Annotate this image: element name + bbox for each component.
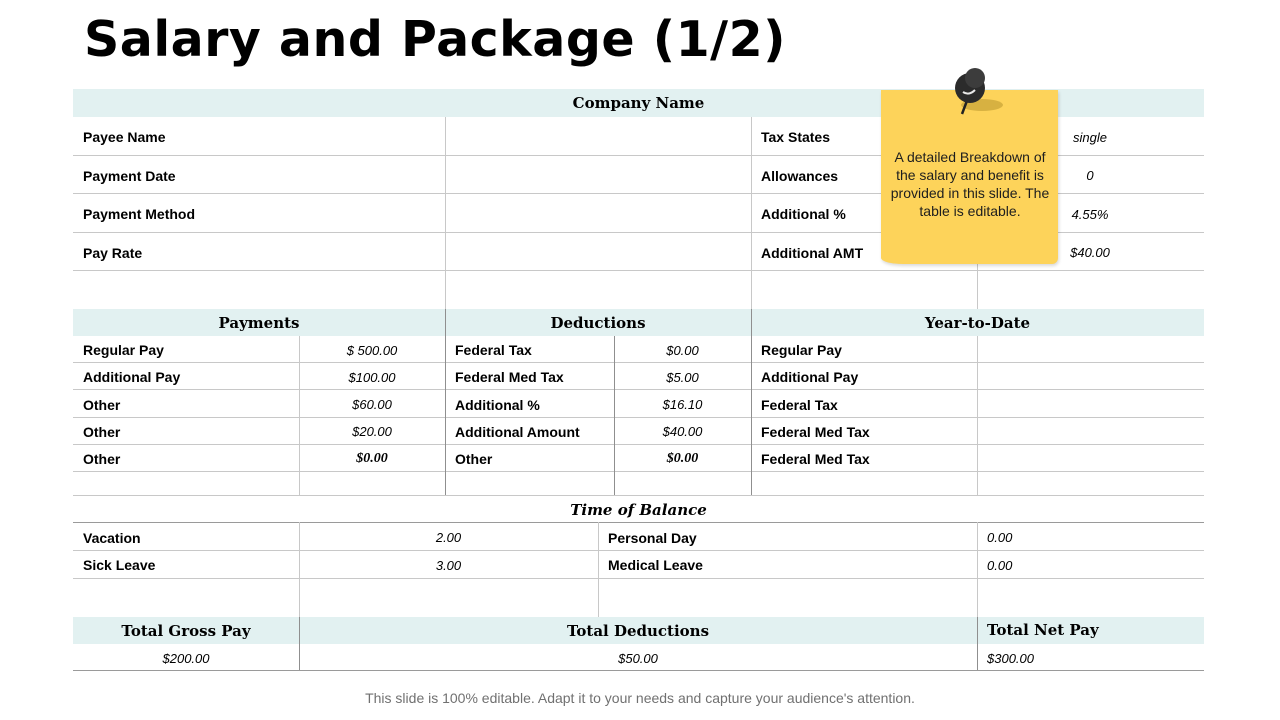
sticky-note-text: A detailed Breakdown of the salary and benefit is provided in this slide. The table is editable.: [890, 149, 1050, 219]
ytd-row-label: Federal Med Tax: [761, 451, 870, 467]
deductions-row-label: Additional %: [455, 397, 540, 413]
medical-leave-value[interactable]: 0.00: [987, 558, 1013, 573]
additional-amt-value[interactable]: $40.00: [1070, 245, 1110, 260]
payment-method-label: Payment Method: [83, 206, 196, 222]
total-deductions-label: Total Deductions: [566, 622, 710, 640]
deductions-row-label: Federal Tax: [455, 342, 532, 358]
payments-row-label: Regular Pay: [83, 342, 164, 358]
total-deductions-value[interactable]: $50.00: [618, 651, 658, 666]
personal-day-label: Personal Day: [608, 530, 697, 546]
payments-row-value[interactable]: $20.00: [352, 424, 392, 439]
vacation-value[interactable]: 2.00: [435, 530, 462, 545]
pay-rate-label: Pay Rate: [83, 245, 143, 261]
payments-row-label: Additional Pay: [83, 369, 181, 385]
payments-row-value[interactable]: $ 500.00: [346, 343, 398, 358]
payments-row-value[interactable]: $0.00: [356, 451, 388, 466]
deductions-row-value[interactable]: $5.00: [666, 370, 699, 385]
sick-leave-value[interactable]: 3.00: [435, 558, 462, 573]
time-of-balance-header: Time of Balance: [570, 501, 707, 519]
total-gross-pay-value[interactable]: $200.00: [162, 651, 210, 666]
payee-name-label: Payee Name: [83, 129, 166, 145]
deductions-row-label: Additional Amount: [455, 424, 580, 440]
deductions-row-label: Other: [455, 451, 493, 467]
deductions-row-value[interactable]: $0.00: [666, 343, 699, 358]
additional-pct-label: Additional %: [761, 206, 846, 222]
additional-amt-label: Additional AMT: [761, 245, 864, 261]
payments-header: Payments: [218, 314, 300, 332]
deductions-header: Deductions: [550, 314, 646, 332]
medical-leave-label: Medical Leave: [608, 557, 703, 573]
pushpin-icon: [946, 62, 1006, 118]
tax-states-value[interactable]: single: [1073, 130, 1107, 145]
additional-pct-value[interactable]: 4.55%: [1071, 207, 1109, 222]
page-title: Salary and Package (1/2): [84, 11, 787, 68]
payments-row-label: Other: [83, 451, 121, 467]
ytd-row-label: Additional Pay: [761, 369, 859, 385]
sick-leave-label: Sick Leave: [83, 557, 156, 573]
vacation-label: Vacation: [83, 530, 141, 546]
payments-row-label: Other: [83, 424, 121, 440]
personal-day-value[interactable]: 0.00: [987, 530, 1013, 545]
allowances-label: Allowances: [761, 168, 839, 184]
ytd-header: Year-to-Date: [924, 314, 1031, 332]
deductions-row-value[interactable]: $16.10: [662, 397, 703, 412]
deductions-row-value[interactable]: $40.00: [662, 424, 703, 439]
deductions-row-label: Federal Med Tax: [455, 369, 564, 385]
payments-row-label: Other: [83, 397, 121, 413]
ytd-row-label: Regular Pay: [761, 342, 842, 358]
allowances-value[interactable]: 0: [1086, 168, 1094, 183]
company-name-header: Company Name: [572, 94, 705, 112]
footer-caption: This slide is 100% editable. Adapt it to your needs and capture your audience's attention.: [365, 690, 915, 706]
ytd-row-label: Federal Med Tax: [761, 424, 870, 440]
total-net-pay-label: Total Net Pay: [987, 621, 1099, 639]
ytd-row-label: Federal Tax: [761, 397, 838, 413]
payment-date-label: Payment Date: [83, 168, 176, 184]
total-net-pay-value[interactable]: $300.00: [987, 651, 1034, 666]
tax-states-label: Tax States: [761, 129, 830, 145]
payments-row-value[interactable]: $100.00: [348, 370, 396, 385]
deductions-row-value[interactable]: $0.00: [666, 451, 699, 466]
total-gross-pay-label: Total Gross Pay: [121, 622, 251, 640]
payments-row-value[interactable]: $60.00: [352, 397, 392, 412]
